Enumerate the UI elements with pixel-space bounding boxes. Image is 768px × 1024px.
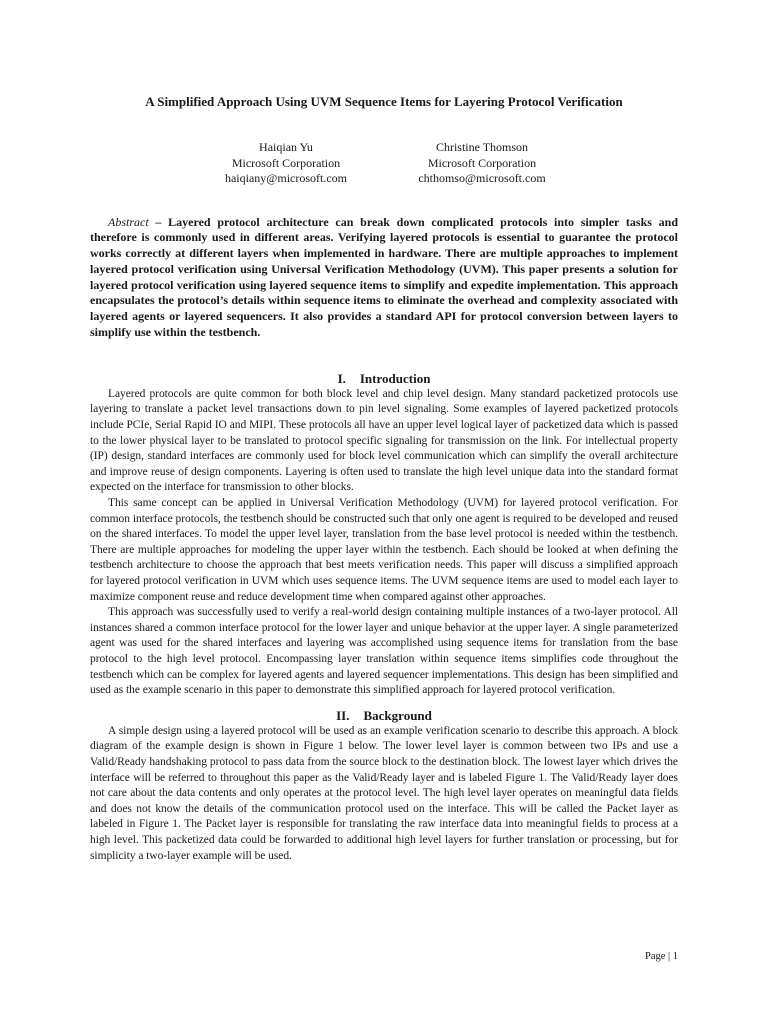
abstract-text: – Layered protocol architecture can break down complicated protocols into simpler tasks and therefore is commonly used in different areas. Verifying layered protocols is essential to guarantee the protocol works correctly at different layers when implemented in hardware. There are multiple approaches to implement layered protocol verification using Universal Verification Methodology (UVM). This paper presents a solution for layered protocol verification using layered sequence items to simplify and expedite implementation. This approach encapsulates the protocol’s details within sequence items to eliminate the overhead and complexity associated with layered agents or layered sequencers. It also provides a standard API for protocol conversion between layers to simplify use within the testbench. [90,214,678,340]
paragraph: Layered protocols are quite common for both block level and chip level design. Many standard packetized protocols use layering to translate a packet level transactions down to pin level signaling. Some examples of layered packetized protocols include PCIe, Serial Rapid IO and MIPI. These protocols all have an upper level logical layer of packetized data which is passed to the lower physical layer to be translated to protocol specific signaling for transmission on the link. For intellectual property (IP) design, standard interfaces are commonly used for block level communication which can simplify the overall architecture and improve reuse of design components. Layering is often used to translate the high level unique data into the standard format expected on the interface for transmission to other blocks. [90,387,678,494]
author-name: Haiqian Yu [259,140,313,154]
paper-body [90,94,678,864]
author-2 [407,140,557,187]
section-number: I. [337,370,346,386]
section-title: Background [363,707,432,723]
abstract-label: Abstract [108,214,149,229]
author-email: chthomso@microsoft.com [418,171,546,185]
author-1 [211,140,361,187]
section-heading-background [90,708,678,724]
paragraph: This approach was successfully used to verify a real-world design containing multiple instances of a two-layer protocol. All instances shared a common interface protocol for the lower layer and unique behavior at the upper layer. A single parameterized agent was used for the shared interfaces and layering was accomplished using sequence items for translation from the base protocol to the high level protocol. Encompassing layer translation within sequence items simplifies code throughout the testbench which can be complex for layered agents and layered sequencer implementations. This design has been simplified and used as the example scenario in this paper to demonstrate this simplified approach for layered protocol verification. [90,606,678,697]
author-affiliation: Microsoft Corporation [231,155,341,170]
section-title: Introduction [359,370,431,386]
author-name: Christine Thomson [435,140,529,154]
section-number: II. [336,707,350,723]
author-affiliation: Microsoft Corporation [427,155,537,170]
author-email: haiqiany@microsoft.com [224,171,348,185]
paper-title: A Simplified Approach Using UVM Sequence Items for Layering Protocol Verification [145,94,623,109]
abstract [90,215,678,341]
page-number: Page | 1 [644,951,678,962]
section-heading-introduction [90,371,678,387]
author-block [90,140,678,187]
paragraph: A simple design using a layered protocol will be used as an example verification scenario to describe this approach. A block diagram of the example design is shown in Figure 1 below. The lower level layer is common between two IPs and use a Valid/Ready handshaking protocol to pass data from the source block to the destination block. The lowest layer which drives the interface will be referred to throughout this paper as the Valid/Ready layer and is labeled Figure 1. The Valid/Ready layer does not care about the data contents and only operates at the protocol level. The high level layer operates on meaningful data fields and does not know the details of the communication protocol used on the interface. This will be called the Packet layer as labeled in Figure 1. The Packet layer is responsible for translating the raw interface data into meaningful fields to process at a high level. This packetized data could be forwarded to additional high level layers for further translation or processing, but for simplicity a two-layer example will be used. [90,724,678,862]
paragraph: This same concept can be applied in Universal Verification Methodology (UVM) for layered protocol verification. For common interface protocols, the testbench should be constructed such that only one agent is required to be developed and reused on the shared interfaces. To model the upper level layer, translation from the base level protocol is needed within the testbench. There are multiple approaches for modeling the upper layer within the testbench. Each should be looked at when defining the testbench architecture to choose the approach that best meets verification needs. This paper will discuss a simplified approach for layered protocol verification in UVM which uses sequence items. The UVM sequence items are used to model each layer to maximize component reuse and reduce development time when compared against other approaches. [90,497,678,603]
